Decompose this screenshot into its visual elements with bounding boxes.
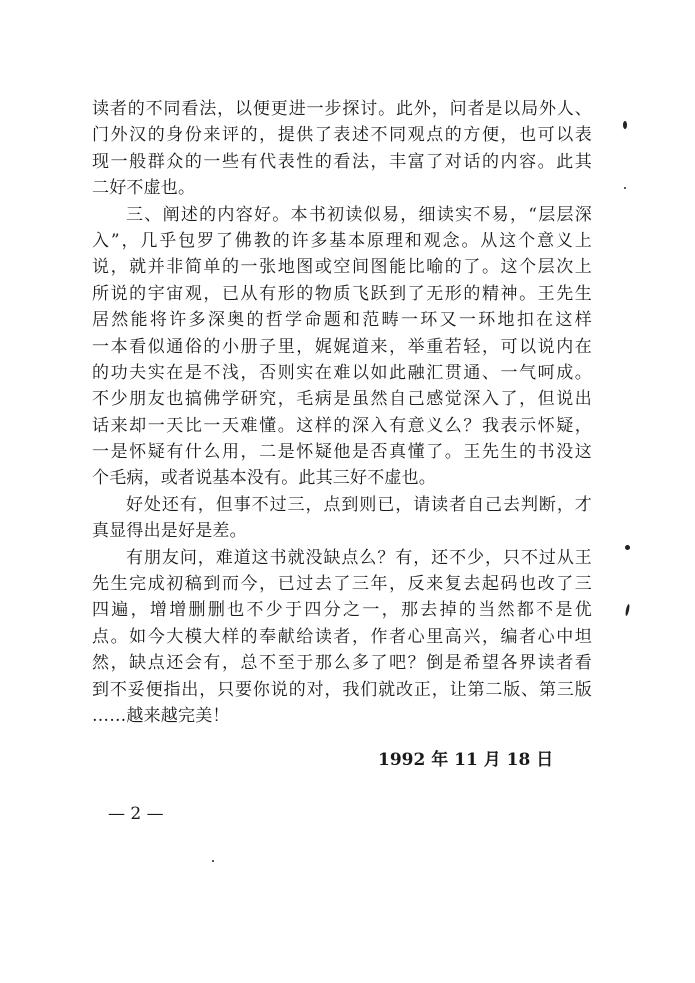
scan-speck [624, 187, 626, 189]
scan-speck [623, 121, 627, 129]
text-line: 好处还有，但事不过三，点到则已，请读者自己去判断，才 [126, 494, 592, 515]
text-line: 所说的宇宙观，已从有形的物质飞跃到了无形的精神。王先生 [92, 283, 592, 304]
text-line: 先生完成初稿到而今，已过去了三年，反来复去起码也改了三 [92, 574, 592, 595]
text-line: 入”，几乎包罗了佛教的许多基本原理和观念。从这个意义上 [92, 230, 592, 251]
text-line: 到不妥便指出，只要你说的对，我们就改正，让第二版、第三版 [92, 679, 592, 700]
text-line: ……越来越完美！ [92, 705, 230, 726]
text-line: 读者的不同看法，以便更进一步探讨。此外，问者是以局外人、 [92, 99, 592, 119]
text-line: 一本看似通俗的小册子里，娓娓道来，举重若轻，可以说内在 [92, 336, 592, 357]
text-line: 真显得出是好是差。 [92, 521, 247, 542]
scan-speck [625, 545, 630, 550]
text-line: 话来却一天比一天难懂。这样的深入有意义么？我表示怀疑， [92, 415, 592, 436]
text-line: 二好不虚也。 [92, 178, 196, 199]
scan-speck [212, 860, 214, 862]
scan-speck [625, 604, 630, 616]
text-line: 的功夫实在是不浅，否则实在难以如此融汇贯通、一气呵成。 [92, 362, 592, 383]
text-line: 说，就并非简单的一张地图或空间图能比喻的了。这个层次上 [92, 257, 592, 278]
paragraph [92, 492, 592, 545]
body-text [92, 96, 592, 729]
text-line: 四遍，增增删删也不少于四分之一，那去掉的当然都不是优 [92, 600, 592, 621]
text-line: 一是怀疑有什么用，二是怀疑他是否真懂了。王先生的书没这 [92, 442, 592, 463]
page-number: — 2 — [108, 804, 164, 824]
text-line: 居然能将许多深奥的哲学命题和范畴一环又一环地扣在这样 [92, 310, 592, 331]
text-line: 三、阐述的内容好。本书初读似易，细读实不易，“层层深 [126, 204, 592, 225]
text-line: 然，缺点还会有，总不至于那么多了吧？倒是希望各界读者看 [92, 653, 592, 674]
text-line: 现一般群众的一些有代表性的看法，丰富了对话的内容。此其 [92, 151, 592, 172]
paragraph [92, 96, 592, 202]
signature-date: 1992 年 11 月 18 日 [378, 750, 554, 770]
text-line: 有朋友问，难道这书就没缺点么？有，还不少，只不过从王 [126, 547, 592, 568]
text-line: 门外汉的身份来评的，提供了表述不同观点的方便，也可以表 [92, 125, 592, 146]
text-line: 不少朋友也搞佛学研究，毛病是虽然自己感觉深入了，但说出 [92, 389, 592, 410]
text-line: 点。如今大模大样的奉献给读者，作者心里高兴，编者心中坦 [92, 626, 592, 647]
paragraph [92, 545, 592, 730]
text-line: 个毛病，或者说基本没有。此其三好不虚也。 [92, 468, 436, 489]
paragraph [92, 202, 592, 492]
